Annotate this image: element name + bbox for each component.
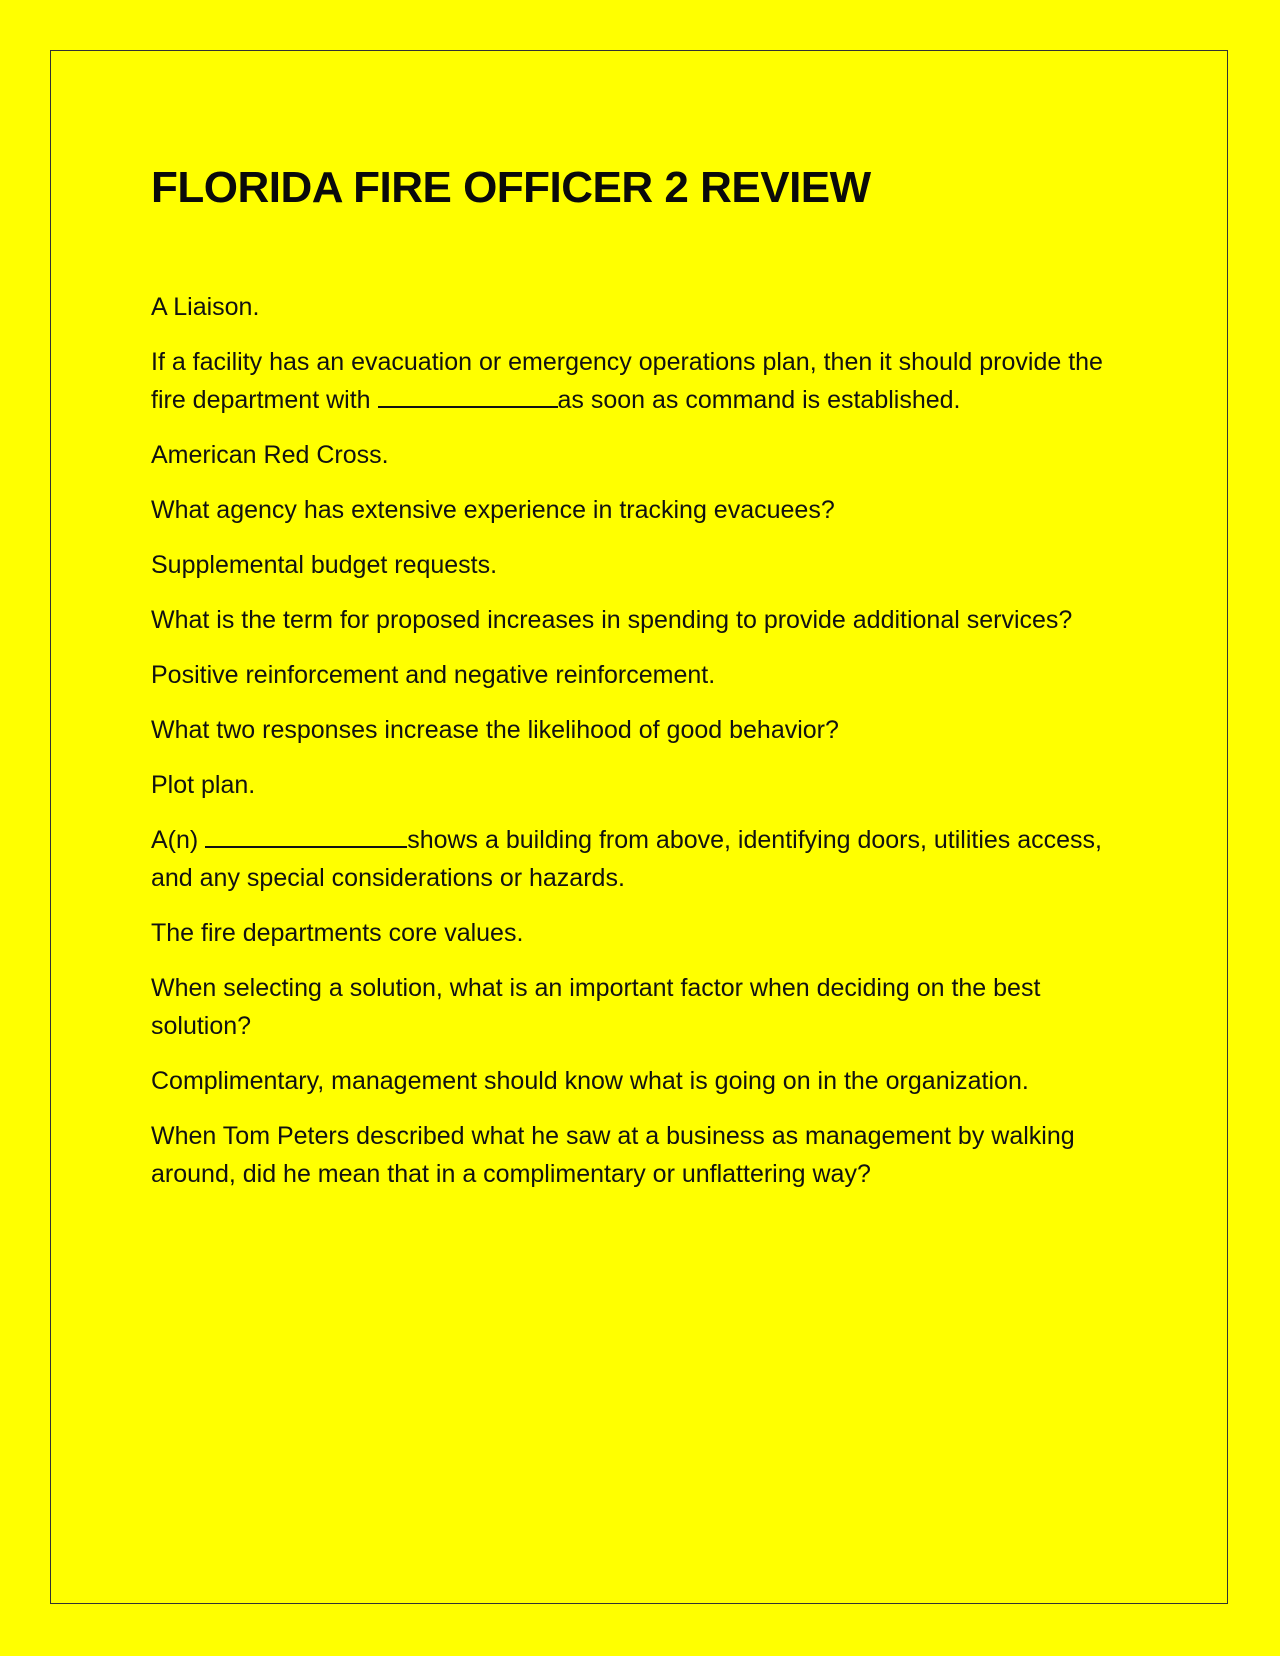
- answer-core-values: The fire departments core values.: [151, 919, 524, 947]
- question-tom-peters: When Tom Peters described what he saw at a business as management by walking around, did he mean that in a complimentary or unflattering way?: [151, 1122, 1075, 1188]
- question-spending-increases: What is the term for proposed increases in spending to provide additional services?: [151, 606, 1073, 634]
- question-good-behavior: What two responses increase the likelihood of good behavior?: [151, 716, 839, 744]
- fill-in-blank: [378, 382, 558, 408]
- question-text-after-blank: shows a building from above, identifying doors, utilities access, and any special considerations or hazards.: [151, 826, 1102, 892]
- question-text-before-blank: If a facility has an evacuation or emergency operations plan, then it should provide the fire department with: [151, 348, 1103, 414]
- answer-supplemental-budget: Supplemental budget requests.: [151, 551, 498, 579]
- document-title: FLORIDA FIRE OFFICER 2 REVIEW: [151, 163, 871, 212]
- document-content: [151, 158, 1121, 1210]
- answer-complimentary: Complimentary, management should know what is going on in the organization.: [151, 1067, 1029, 1095]
- answer-red-cross: American Red Cross.: [151, 441, 389, 469]
- question-best-solution: When selecting a solution, what is an important factor when deciding on the best solution?: [151, 974, 1041, 1040]
- question-evacuation-plan: [151, 343, 1121, 419]
- question-text-after-blank: as soon as command is established.: [557, 386, 961, 414]
- answer-plot-plan: Plot plan.: [151, 771, 256, 799]
- question-text-before-blank: A(n): [151, 826, 206, 854]
- answer-liaison: A Liaison.: [151, 293, 260, 321]
- review-items: [151, 288, 1121, 1193]
- fill-in-blank: [205, 822, 407, 848]
- answer-reinforcement: Positive reinforcement and negative reinforcement.: [151, 661, 716, 689]
- question-tracking-evacuees: What agency has extensive experience in tracking evacuees?: [151, 496, 835, 524]
- question-building-from-above: [151, 821, 1121, 897]
